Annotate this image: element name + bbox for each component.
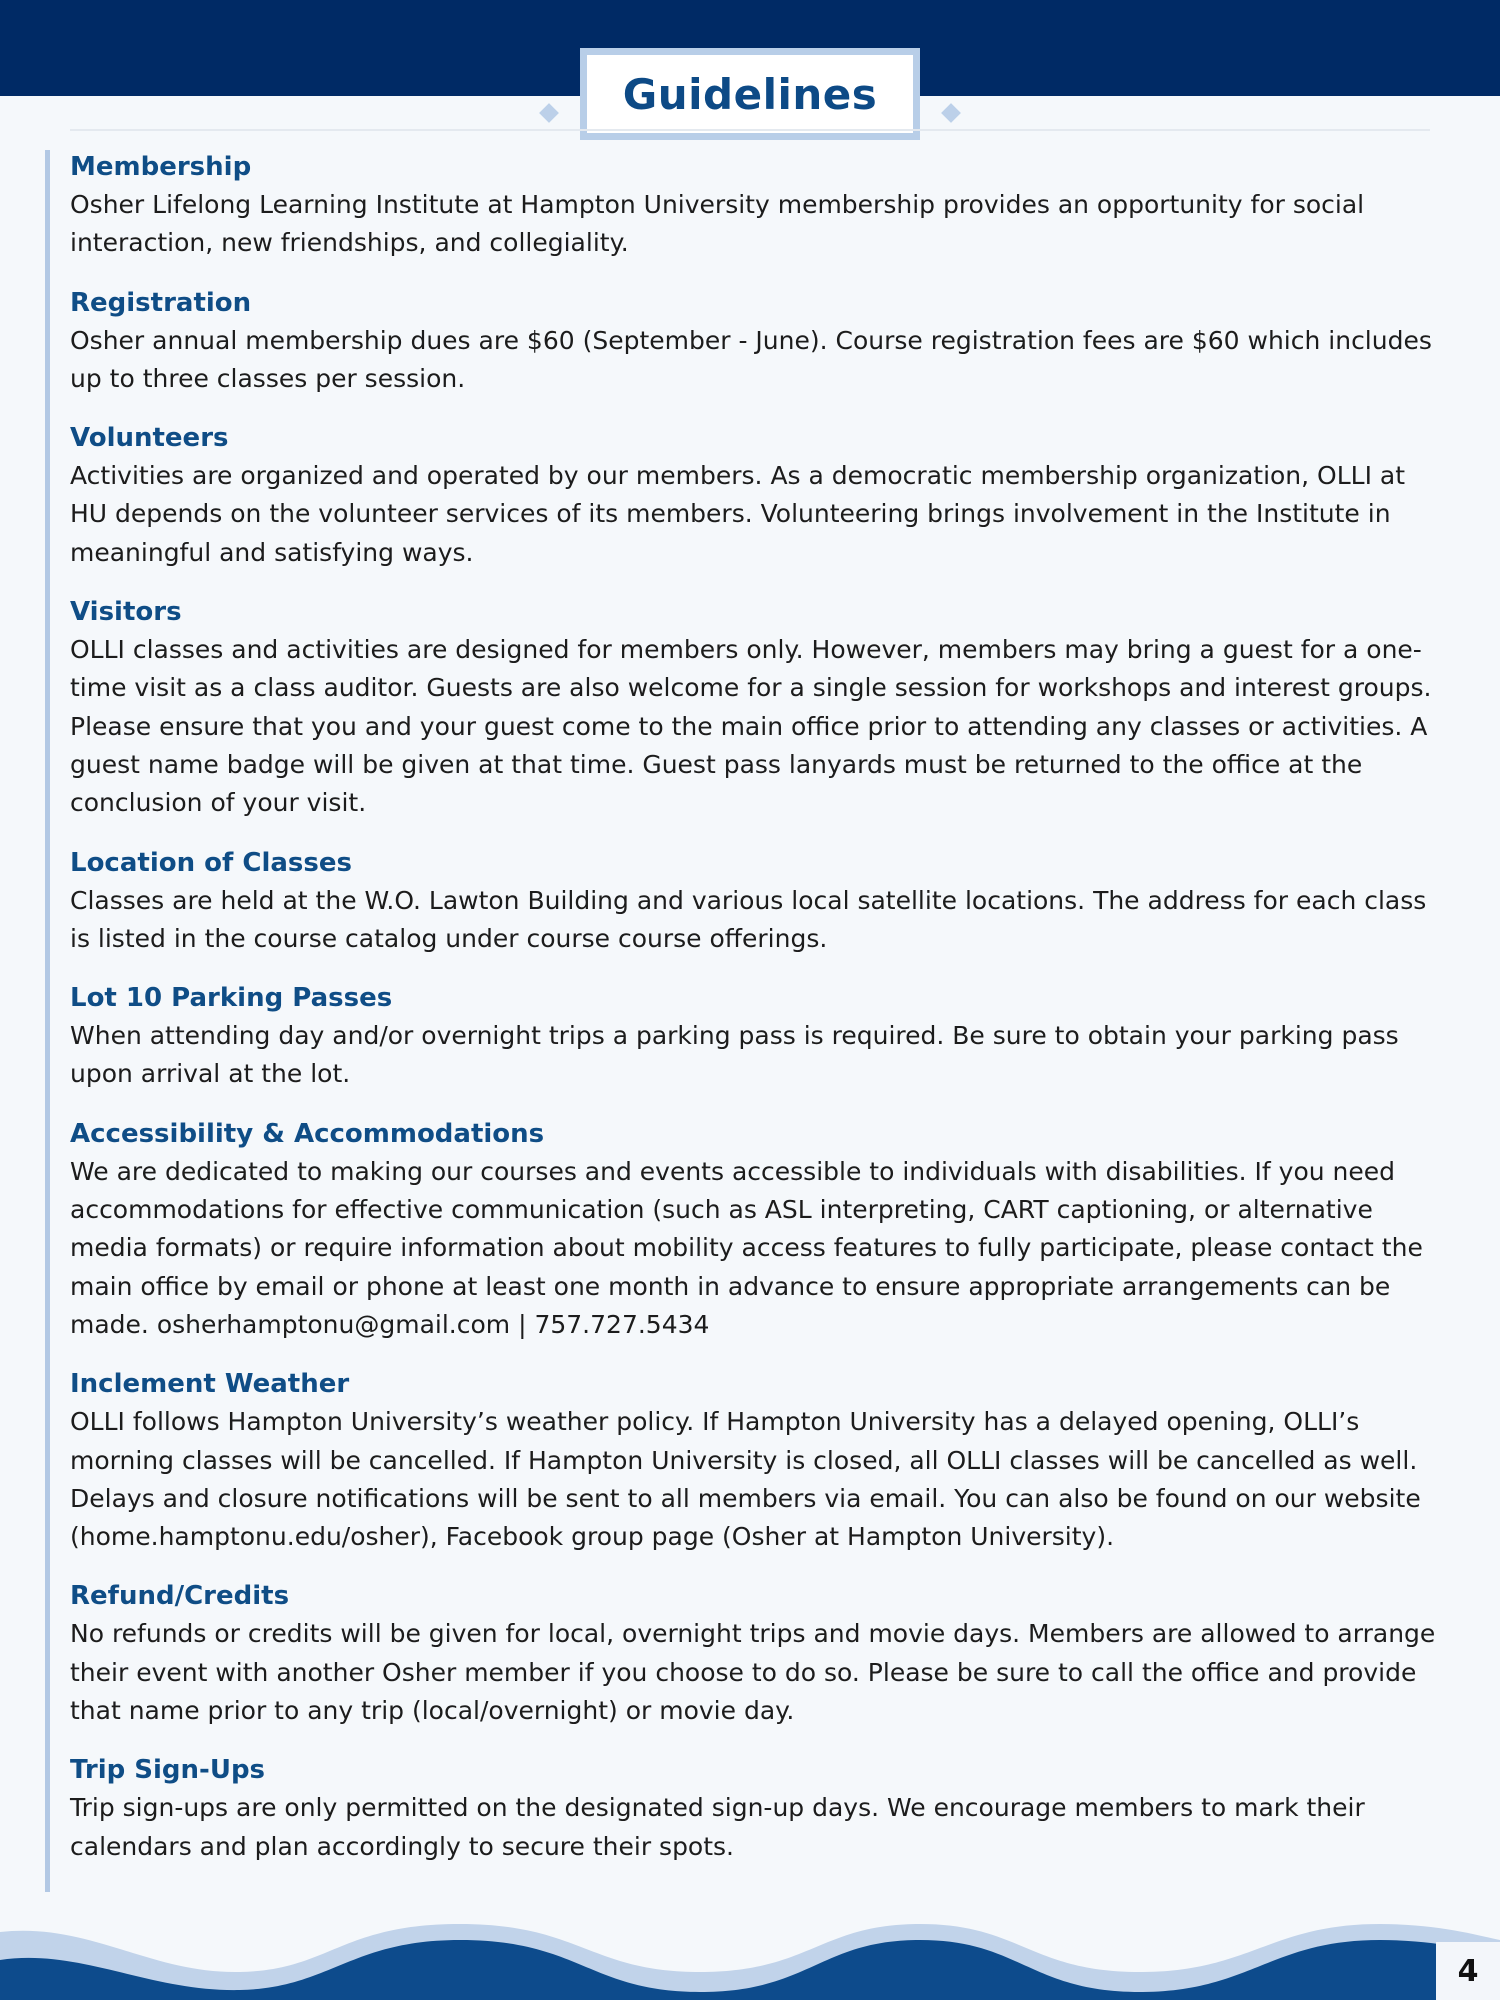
- section-membership: [70, 148, 1440, 263]
- section-heading: Accessibility & Accommodations: [70, 1118, 545, 1149]
- header-divider: [70, 129, 1430, 131]
- section-heading: Lot 10 Parking Passes: [70, 983, 393, 1014]
- section-visitors: [70, 593, 1440, 822]
- section-body: Osher Lifelong Learning Institute at Hampton University membership provides an opportunity for social interaction, new friendships, and collegiality.: [70, 190, 1365, 258]
- section-body: OLLI classes and activities are designed for members only. However, members may bring a guest for a one-time visit as a class auditor. Guests are also welcome for a single session for workshops and interest groups. Please ensure that you and your guest come to the main office prior to attending any classes or activities. A guest name badge will be given at that time. Guest pass lanyards must be returned to the office at the conclusion of your visit.: [70, 635, 1432, 818]
- page-number: 4: [1436, 1942, 1500, 2000]
- section-body: Osher annual membership dues are $60 (September - June). Course registration fees are $60 which includes up to three classes per session.: [70, 325, 1432, 393]
- section-inclement-weather: [70, 1365, 1440, 1556]
- section-accessibility: [70, 1115, 1440, 1344]
- section-trip-sign-ups: [70, 1751, 1440, 1866]
- section-volunteers: [70, 419, 1440, 572]
- footer-wave: [0, 1900, 1500, 2000]
- section-heading: Volunteers: [70, 423, 229, 454]
- section-heading: Inclement Weather: [70, 1369, 350, 1400]
- section-heading: Trip Sign-Ups: [70, 1755, 266, 1786]
- section-body: We are dedicated to making our courses and events accessible to individuals with disabilities. If you need accommodations for effective communication (such as ASL interpreting, CART captioning, or alternative media formats) or require information about mobility access features to fully participate, please contact the main office by email or phone at least one month in advance to ensure appropriate arrangements can be made. osherhamptonu@gmail.com | 757.727.5434: [70, 1156, 1423, 1339]
- section-registration: [70, 284, 1440, 399]
- section-body: When attending day and/or overnight trips a parking pass is required. Be sure to obtain your parking pass upon arrival at the lot.: [70, 1021, 1399, 1089]
- section-heading: Location of Classes: [70, 847, 352, 878]
- section-location-of-classes: [70, 844, 1440, 959]
- page-title: Guidelines: [622, 69, 878, 119]
- section-refund-credits: [70, 1577, 1440, 1730]
- section-body: No refunds or credits will be given for local, overnight trips and movie days. Members are allowed to arrange their event with another Osher member if you choose to do so. Please be sure to call the office and provide that name prior to any trip (local/overnight) or movie day.: [70, 1619, 1436, 1726]
- section-heading: Registration: [70, 287, 252, 318]
- section-body: Activities are organized and operated by our members. As a democratic membership organization, OLLI at HU depends on the volunteer services of its members. Volunteering brings involvement in the Institute in meaningful and satisfying ways.: [70, 461, 1406, 567]
- section-body: OLLI follows Hampton University’s weather policy. If Hampton University has a delayed opening, OLLI’s morning classes will be cancelled. If Hampton University is closed, all OLLI classes will be cancelled as well. Delays and closure notifications will be sent to all members via email. You can also be found on our website (home.hamptonu.edu/osher), Facebook group page (Osher at Hampton University).: [70, 1407, 1421, 1552]
- decorative-diamond-right: [941, 103, 961, 123]
- decorative-diamond-left: [539, 103, 559, 123]
- section-parking-passes: [70, 979, 1440, 1094]
- title-box: [580, 48, 920, 140]
- section-heading: Membership: [70, 152, 252, 182]
- section-heading: Visitors: [70, 597, 182, 628]
- guidelines-content: [70, 148, 1440, 1887]
- section-body: Trip sign-ups are only permitted on the designated sign-up days. We encourage members to mark their calendars and plan accordingly to secure their spots.: [70, 1793, 1365, 1861]
- section-heading: Refund/Credits: [70, 1581, 290, 1612]
- left-accent-bar: [45, 150, 50, 1892]
- section-body: Classes are held at the W.O. Lawton Building and various local satellite locations. The address for each class is listed in the course catalog under course course offerings.: [70, 885, 1427, 953]
